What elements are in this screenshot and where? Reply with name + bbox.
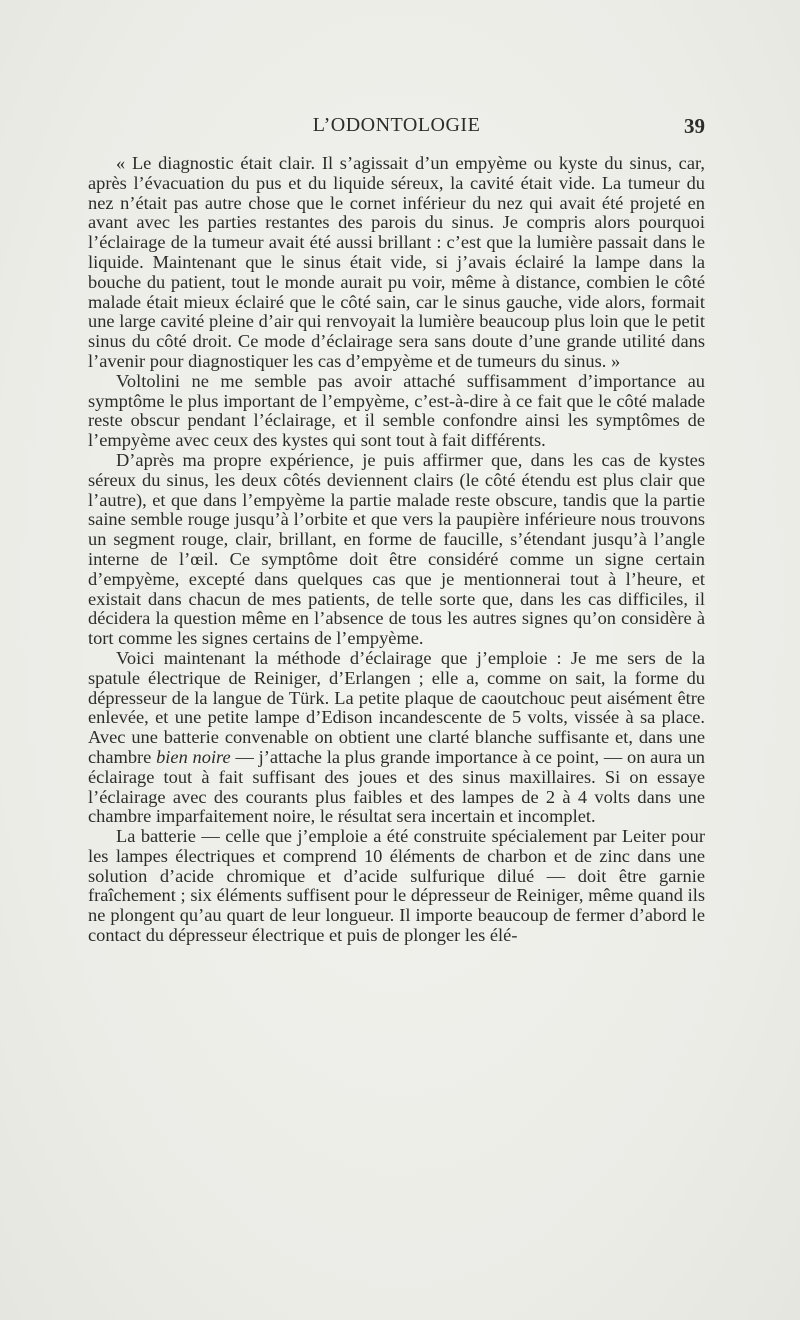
paragraph-method-emphasis: bien noire — [156, 746, 231, 767]
page-header — [88, 114, 705, 144]
page-number: 39 — [684, 114, 705, 138]
body-text — [88, 154, 705, 946]
paragraph-battery: La batterie — celle que j’emploie a été construite spécialement par Leiter pour les lampes électriques et comprend 10 éléments de charbon et de zinc dans une solution d’acide chromique et d’acide sulfurique dilué — doit être garnie fraîchement ; six éléments suffisent pour le dépresseur de Reiniger, même quand ils ne plongent qu’au quart de leur longueur. Il importe beaucoup de fermer d’abord le contact du dépresseur électrique et puis de plonger les élé- — [88, 826, 705, 946]
running-title: L’ODONTOLOGIE — [312, 114, 481, 136]
paragraph-quote-diagnostic: « Le diagnostic était clair. Il s’agissait d’un empyème ou kyste du sinus, car, après l’évacuation du pus et du liquide séreux, la cavité était vide. La tumeur du nez n’était pas autre chose que le cornet inférieur du nez qui avait été projeté en avant avec les parties restantes des parois du sinus. Je compris alors pourquoi l’éclairage de la tumeur avait été aussi brillant : c’est que la lumière passait dans le liquide. Maintenant que le sinus était vide, si j’avais éclairé la lampe dans la bouche du patient, tout le monde aurait pu voir, même à distance, combien le côté malade était mieux éclairé que le côté sain, car le sinus gauche, vide alors, formait une large cavité pleine d’air qui renvoyait la lumière beaucoup plus loin que le petit sinus du côté droit. Ce mode d’éclairage sera sans doute d’une grande utilité dans l’avenir pour diagnostiquer les cas d’empyème et de tumeurs du sinus. » — [88, 153, 705, 371]
paragraph-method — [88, 649, 705, 827]
paragraph-experience: D’après ma propre expérience, je puis affirmer que, dans les cas de kystes séreux du sinus, les deux côtés deviennent clairs (le côté étendu est plus clair que l’autre), et que dans l’empyème la partie malade reste obscure, tandis que la partie saine semble rouge jusqu’à l’orbite et que vers la paupière inférieure nous trouvons un segment rouge, clair, brillant, en forme de faucille, s’étendant jusqu’à l’angle interne de l’œil. Ce symptôme doit être considéré comme un signe certain d’empyème, excepté dans quelques cas que je mentionnerai tout à l’heure, et existait dans chacun de mes patients, de telle sorte que, dans les cas difficiles, il décidera la question même en l’absence de tous les autres signes qu’on considère à tort comme les signes certains de l’empyème. — [88, 449, 705, 649]
paragraph-voltolini: Voltolini ne me semble pas avoir attaché suffisamment d’importance au symptôme le plus important de l’empyème, c’est-à-dire à ce fait que le côté malade reste obscur pendant l’éclairage, et il semble confondre ainsi les symptômes de l’empyème avec ceux des kystes qui sont tout à fait différents. — [88, 370, 705, 451]
paragraph-method-text-after: — j’attache la plus grande importance à ce point, — on aura un éclairage tout à fait suffisant des joues et des sinus maxillaires. Si on essaye l’éclairage avec des courants plus faibles et des lampes de 2 à 4 volts dans une chambre imparfaitement noire, le résultat sera incertain et incomplet. — [88, 746, 706, 827]
paragraph-method-text-before: Voici maintenant la méthode d’éclairage que j’emploie : Je me sers de la spatule électrique de Reiniger, d’Erlangen ; elle a, comme on sait, la forme du dépresseur de la langue de Türk. La petite plaque de caoutchouc peut aisément être enlevée, et une petite lampe d’Edison incandescente de 5 volts, vissée à sa place. Avec une batterie convenable on obtient une clarté blanche suffisante et, dans une chambre — [88, 647, 705, 767]
